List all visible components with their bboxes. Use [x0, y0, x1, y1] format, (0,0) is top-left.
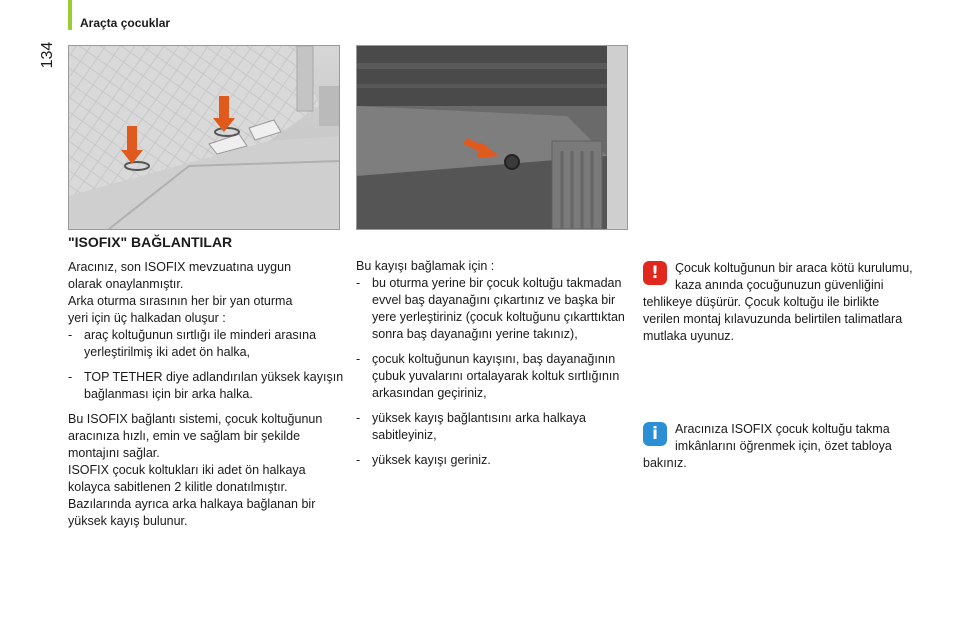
- isofix-anchors-column: [68, 234, 344, 530]
- top-tether-column: [356, 258, 632, 469]
- rear-seat-isofix-photo: [68, 45, 340, 230]
- list-item: - yüksek kayış bağlantısını arka halkaya sabitleyiniz,: [356, 411, 587, 442]
- paragraph: Arka oturma sırasının her bir yan oturma yeri için üç halkadan oluşur :: [68, 294, 293, 325]
- list-item: - araç koltuğunun sırtlığı ile minderi arasına yerleştirilmiş iki adet ön halka,: [68, 328, 317, 359]
- info-icon: i: [643, 422, 667, 446]
- paragraph: Bu kayışı bağlamak için :: [356, 259, 495, 273]
- section-accent-bar: [68, 0, 72, 30]
- info-note: [643, 421, 915, 472]
- warning-note: [643, 260, 915, 345]
- list-item: - çocuk koltuğunun kayışını, baş dayanağının çubuk yuvalarını ortalayarak koltuk sırtlığının arkasından geçiriniz,: [356, 352, 620, 400]
- paragraph: Aracınız, son ISOFIX mevzuatına uygun olarak onaylanmıştır.: [68, 260, 292, 291]
- notes-column: [643, 260, 915, 472]
- list-item: - yüksek kayışı geriniz.: [356, 453, 491, 467]
- info-text: Aracınıza ISOFIX çocuk koltuğu takma imkânlarını öğrenmek için, özet tabloya bakınız.: [643, 422, 892, 470]
- paragraph: Bazılarında ayrıca arka halkaya bağlanan bir yüksek kayış bulunur.: [68, 497, 316, 528]
- paragraph: Bu ISOFIX bağlantı sistemi, çocuk koltuğunun aracınıza hızlı, emin ve sağlam bir şekilde montajını sağlar.: [68, 412, 323, 460]
- section-title: Araçta çocuklar: [80, 16, 171, 30]
- warning-text: Çocuk koltuğunun bir araca kötü kurulumu, kaza anında çocuğunuzun güvenliğini tehlikeye düşürür. Çocuk koltuğu ile birlikte verilen montaj kılavuzunda belirtilen talimatlara mutlaka uyunuz.: [643, 261, 913, 343]
- list-item: - bu oturma yerine bir çocuk koltuğu takmadan evvel baş dayanağını çıkartınız ve başka bir yere yerleştiriniz (çocuk koltuğunu çıkarttıktan sonra baş dayanağını yerine takınız),: [356, 276, 625, 341]
- paragraph: ISOFIX çocuk koltukları iki adet ön halkaya kolayca sabitlenen 2 kilitle donatılmıştır.: [68, 463, 306, 494]
- isofix-heading: "ISOFIX" BAĞLANTILAR: [68, 234, 233, 250]
- page-number: 134: [39, 41, 56, 69]
- trunk-anchor-ring-photo: [356, 45, 628, 230]
- warning-icon: !: [643, 261, 667, 285]
- list-item: - TOP TETHER diye adlandırılan yüksek kayışın bağlanması için bir arka halka.: [68, 370, 344, 401]
